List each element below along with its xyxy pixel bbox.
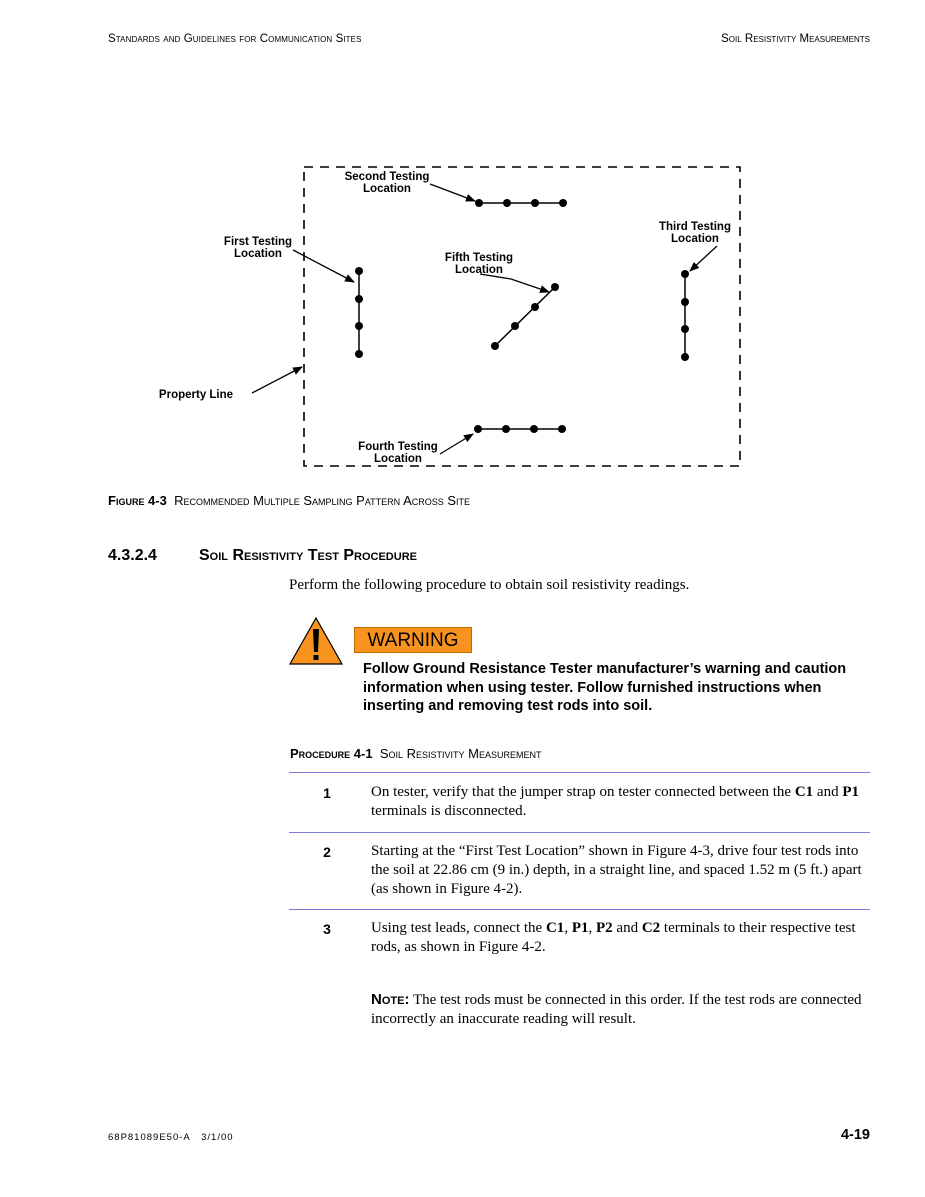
- procedure-note: [371, 990, 871, 1029]
- property-boundary: [304, 167, 740, 466]
- figure-caption-label: Figure 4-3: [108, 493, 167, 508]
- test-rod-point: [475, 199, 483, 207]
- page-number: 4-19: [840, 1127, 870, 1143]
- procedure-caption: [290, 746, 541, 761]
- running-header-right: Soil Resistivity Measurements: [721, 33, 870, 45]
- warning-badge: WARNING: [354, 627, 472, 653]
- label-fourth-line2: Location: [374, 453, 422, 465]
- test-rod-point: [681, 325, 689, 333]
- section-title: Soil Resistivity Test Procedure: [199, 547, 417, 564]
- test-rod-point: [355, 350, 363, 358]
- running-header-left: Standards and Guidelines for Communication Sites: [108, 33, 362, 45]
- arrow-second: [430, 184, 475, 201]
- label-third-line2: Location: [671, 233, 719, 245]
- test-rod-point: [491, 342, 499, 350]
- fifth-testing-rods: [491, 283, 559, 350]
- third-testing-rods: [681, 270, 689, 361]
- test-rod-point: [355, 295, 363, 303]
- section-intro: Perform the following procedure to obtain soil resistivity readings.: [289, 577, 690, 593]
- test-rod-point: [558, 425, 566, 433]
- step-number-1: 1: [323, 785, 331, 801]
- step-text-2: Starting at the “First Test Location” shown in Figure 4-3, drive four test rods into the soil at 22.86 cm (9 in.) depth, in a straight line, and spaced 1.52 m (5 ft.) apart (as shown in Figure 4-2).: [371, 843, 862, 897]
- label-second-line1: Second Testing: [344, 171, 430, 183]
- arrow-third: [690, 246, 717, 271]
- warning-text: Follow Ground Resistance Tester manufacturer’s warning and caution information when using tester. Follow furnished instructions when inserting and removing test rods into soil.: [363, 661, 847, 714]
- note-label: Note:: [371, 991, 410, 1008]
- test-rod-point: [531, 199, 539, 207]
- table-rule-1: [289, 832, 870, 833]
- test-rod-point: [474, 425, 482, 433]
- figure-caption-text: Recommended Multiple Sampling Pattern Across Site: [174, 493, 471, 508]
- rod-connector-line: [495, 287, 555, 346]
- arrow-property: [252, 367, 302, 393]
- label-second-line2: Location: [363, 183, 411, 195]
- fourth-testing-rods: [474, 425, 566, 433]
- table-rule-top: [289, 772, 870, 773]
- test-rod-point: [531, 303, 539, 311]
- step-number-2: 2: [323, 844, 331, 860]
- warning-triangle-icon: [288, 616, 344, 666]
- test-rod-point: [355, 267, 363, 275]
- sampling-pattern-diagram: [0, 0, 925, 520]
- test-rod-point: [530, 425, 538, 433]
- arrow-fourth: [440, 434, 473, 454]
- test-rod-point: [503, 199, 511, 207]
- test-rod-point: [551, 283, 559, 291]
- label-fourth-line1: Fourth Testing: [358, 441, 438, 453]
- test-rod-point: [681, 298, 689, 306]
- label-first-line1: First Testing: [223, 236, 293, 248]
- arrow-fifth: [480, 274, 549, 292]
- test-rod-point: [511, 322, 519, 330]
- label-property-line: Property Line: [158, 389, 234, 401]
- label-fifth-line1: Fifth Testing: [444, 252, 514, 264]
- table-rule-2: [289, 909, 870, 910]
- label-third-line1: Third Testing: [659, 221, 731, 233]
- arrow-first: [293, 250, 354, 282]
- label-fifth-line2: Location: [455, 264, 503, 276]
- first-testing-rods: [355, 267, 363, 358]
- test-rod-point: [681, 353, 689, 361]
- procedure-caption-label: Procedure 4-1: [290, 746, 373, 761]
- test-rod-point: [559, 199, 567, 207]
- second-testing-rods: [475, 199, 567, 207]
- document-id: 68P81089E50-A 3/1/00: [108, 1132, 234, 1143]
- section-number: 4.3.2.4: [108, 547, 157, 564]
- step-number-3: 3: [323, 921, 331, 937]
- label-first-line2: Location: [234, 248, 282, 260]
- note-text: The test rods must be connected in this order. If the test rods are connected incorrectly an inaccurate reading will result.: [371, 992, 862, 1027]
- step-text-3: Using test leads, connect the C1, P1, P2 and C2 terminals to their respective test rods, as shown in Figure 4-2.: [371, 920, 856, 955]
- test-rod-point: [681, 270, 689, 278]
- step-text-1: On tester, verify that the jumper strap on tester connected between the C1 and P1 terminals is disconnected.: [371, 784, 860, 819]
- figure-caption: [108, 493, 470, 508]
- procedure-caption-text: Soil Resistivity Measurement: [379, 746, 542, 761]
- test-rod-point: [355, 322, 363, 330]
- test-rod-point: [502, 425, 510, 433]
